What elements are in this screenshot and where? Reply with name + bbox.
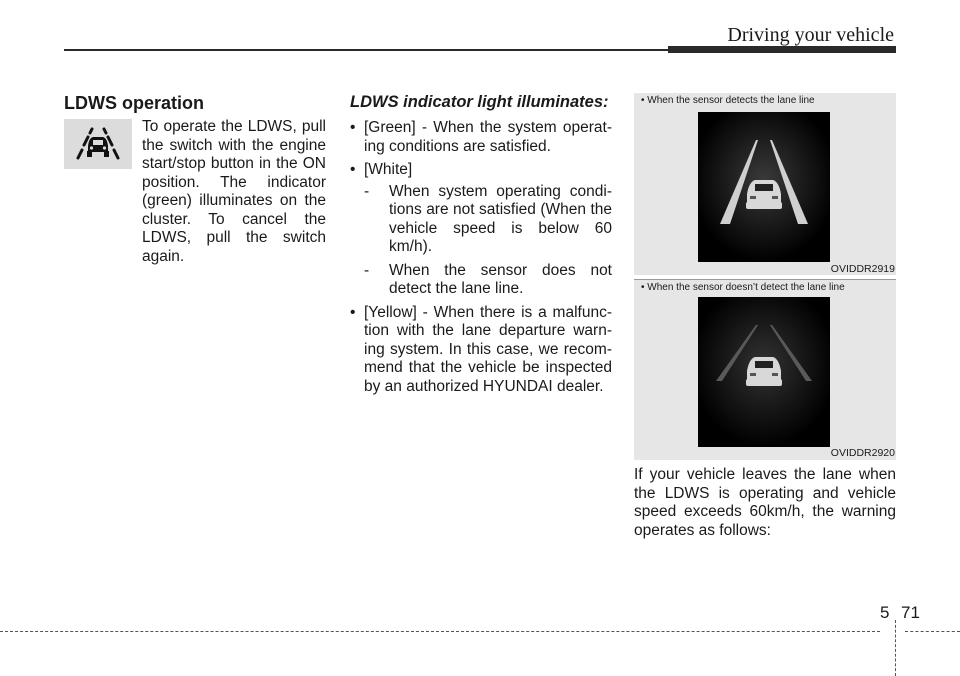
white-subitem-speed-text: When system operating condi-tions are not satisfied (When the vehicle speed is below 60 km/h).	[389, 182, 612, 255]
white-subitem-lane	[364, 262, 612, 299]
bullet-dot: •	[350, 303, 356, 321]
bullet-white	[350, 161, 612, 299]
page-number: 71	[901, 603, 920, 622]
bullet-green-text: [Green] - When the system operat-ing conditions are satisfied.	[364, 119, 612, 155]
figure-lane-not-detected	[634, 280, 896, 460]
bullet-dot: •	[350, 119, 356, 136]
bullet-yellow	[350, 304, 612, 397]
bullet-yellow-text: [Yellow] - When there is a malfunc-tion with the lane departure warn-ing system. In this case, we recom-mend that the vehicle be inspected by an authorized HYUNDAI dealer.	[364, 303, 612, 395]
ldws-intro-text: To operate the LDWS, pull the switch with the engine start/stop button in the ON position. The indicator (green) illuminates on the cluster. To cancel the LDWS, pull the switch again.	[142, 118, 326, 265]
footer-divider	[895, 620, 896, 676]
lane-not-detected-display	[698, 297, 830, 447]
indicator-section	[350, 93, 612, 401]
lane-detected-display	[698, 112, 830, 262]
chapter-number: 5	[880, 603, 890, 622]
dash-marker: -	[364, 261, 370, 279]
dash-marker: -	[364, 182, 370, 200]
white-subitem-lane-text: When the sensor does not detect the lane line.	[389, 261, 612, 297]
ldws-operation-heading: LDWS operation	[64, 93, 204, 113]
figure-lane-not-detected-code: OVIDDR2920	[830, 447, 895, 459]
bullet-dot: •	[350, 161, 356, 178]
footer-rule-right	[905, 631, 960, 632]
bullet-white-text: [White]	[364, 161, 413, 178]
header-bar	[668, 46, 896, 53]
figure-lane-detected-caption: • When the sensor detects the lane line	[641, 95, 815, 106]
bullet-green	[350, 119, 612, 156]
lane-departure-warning-icon	[64, 119, 132, 169]
white-subitem-speed	[364, 183, 612, 257]
figure-lane-detected	[634, 93, 896, 275]
figure-lane-detected-code: OVIDDR2919	[830, 263, 895, 275]
indicator-heading: LDWS indicator light illuminates:	[350, 93, 609, 111]
section-title: Driving your vehicle	[727, 24, 894, 46]
figure-lane-not-detected-caption: • When the sensor doesn’t detect the lane line	[641, 282, 845, 293]
footer-rule-left	[0, 631, 880, 632]
warning-intro-text: If your vehicle leaves the lane when the LDWS is operating and vehicle speed exceeds 60km/h, the warning operates as follows:	[634, 466, 896, 539]
